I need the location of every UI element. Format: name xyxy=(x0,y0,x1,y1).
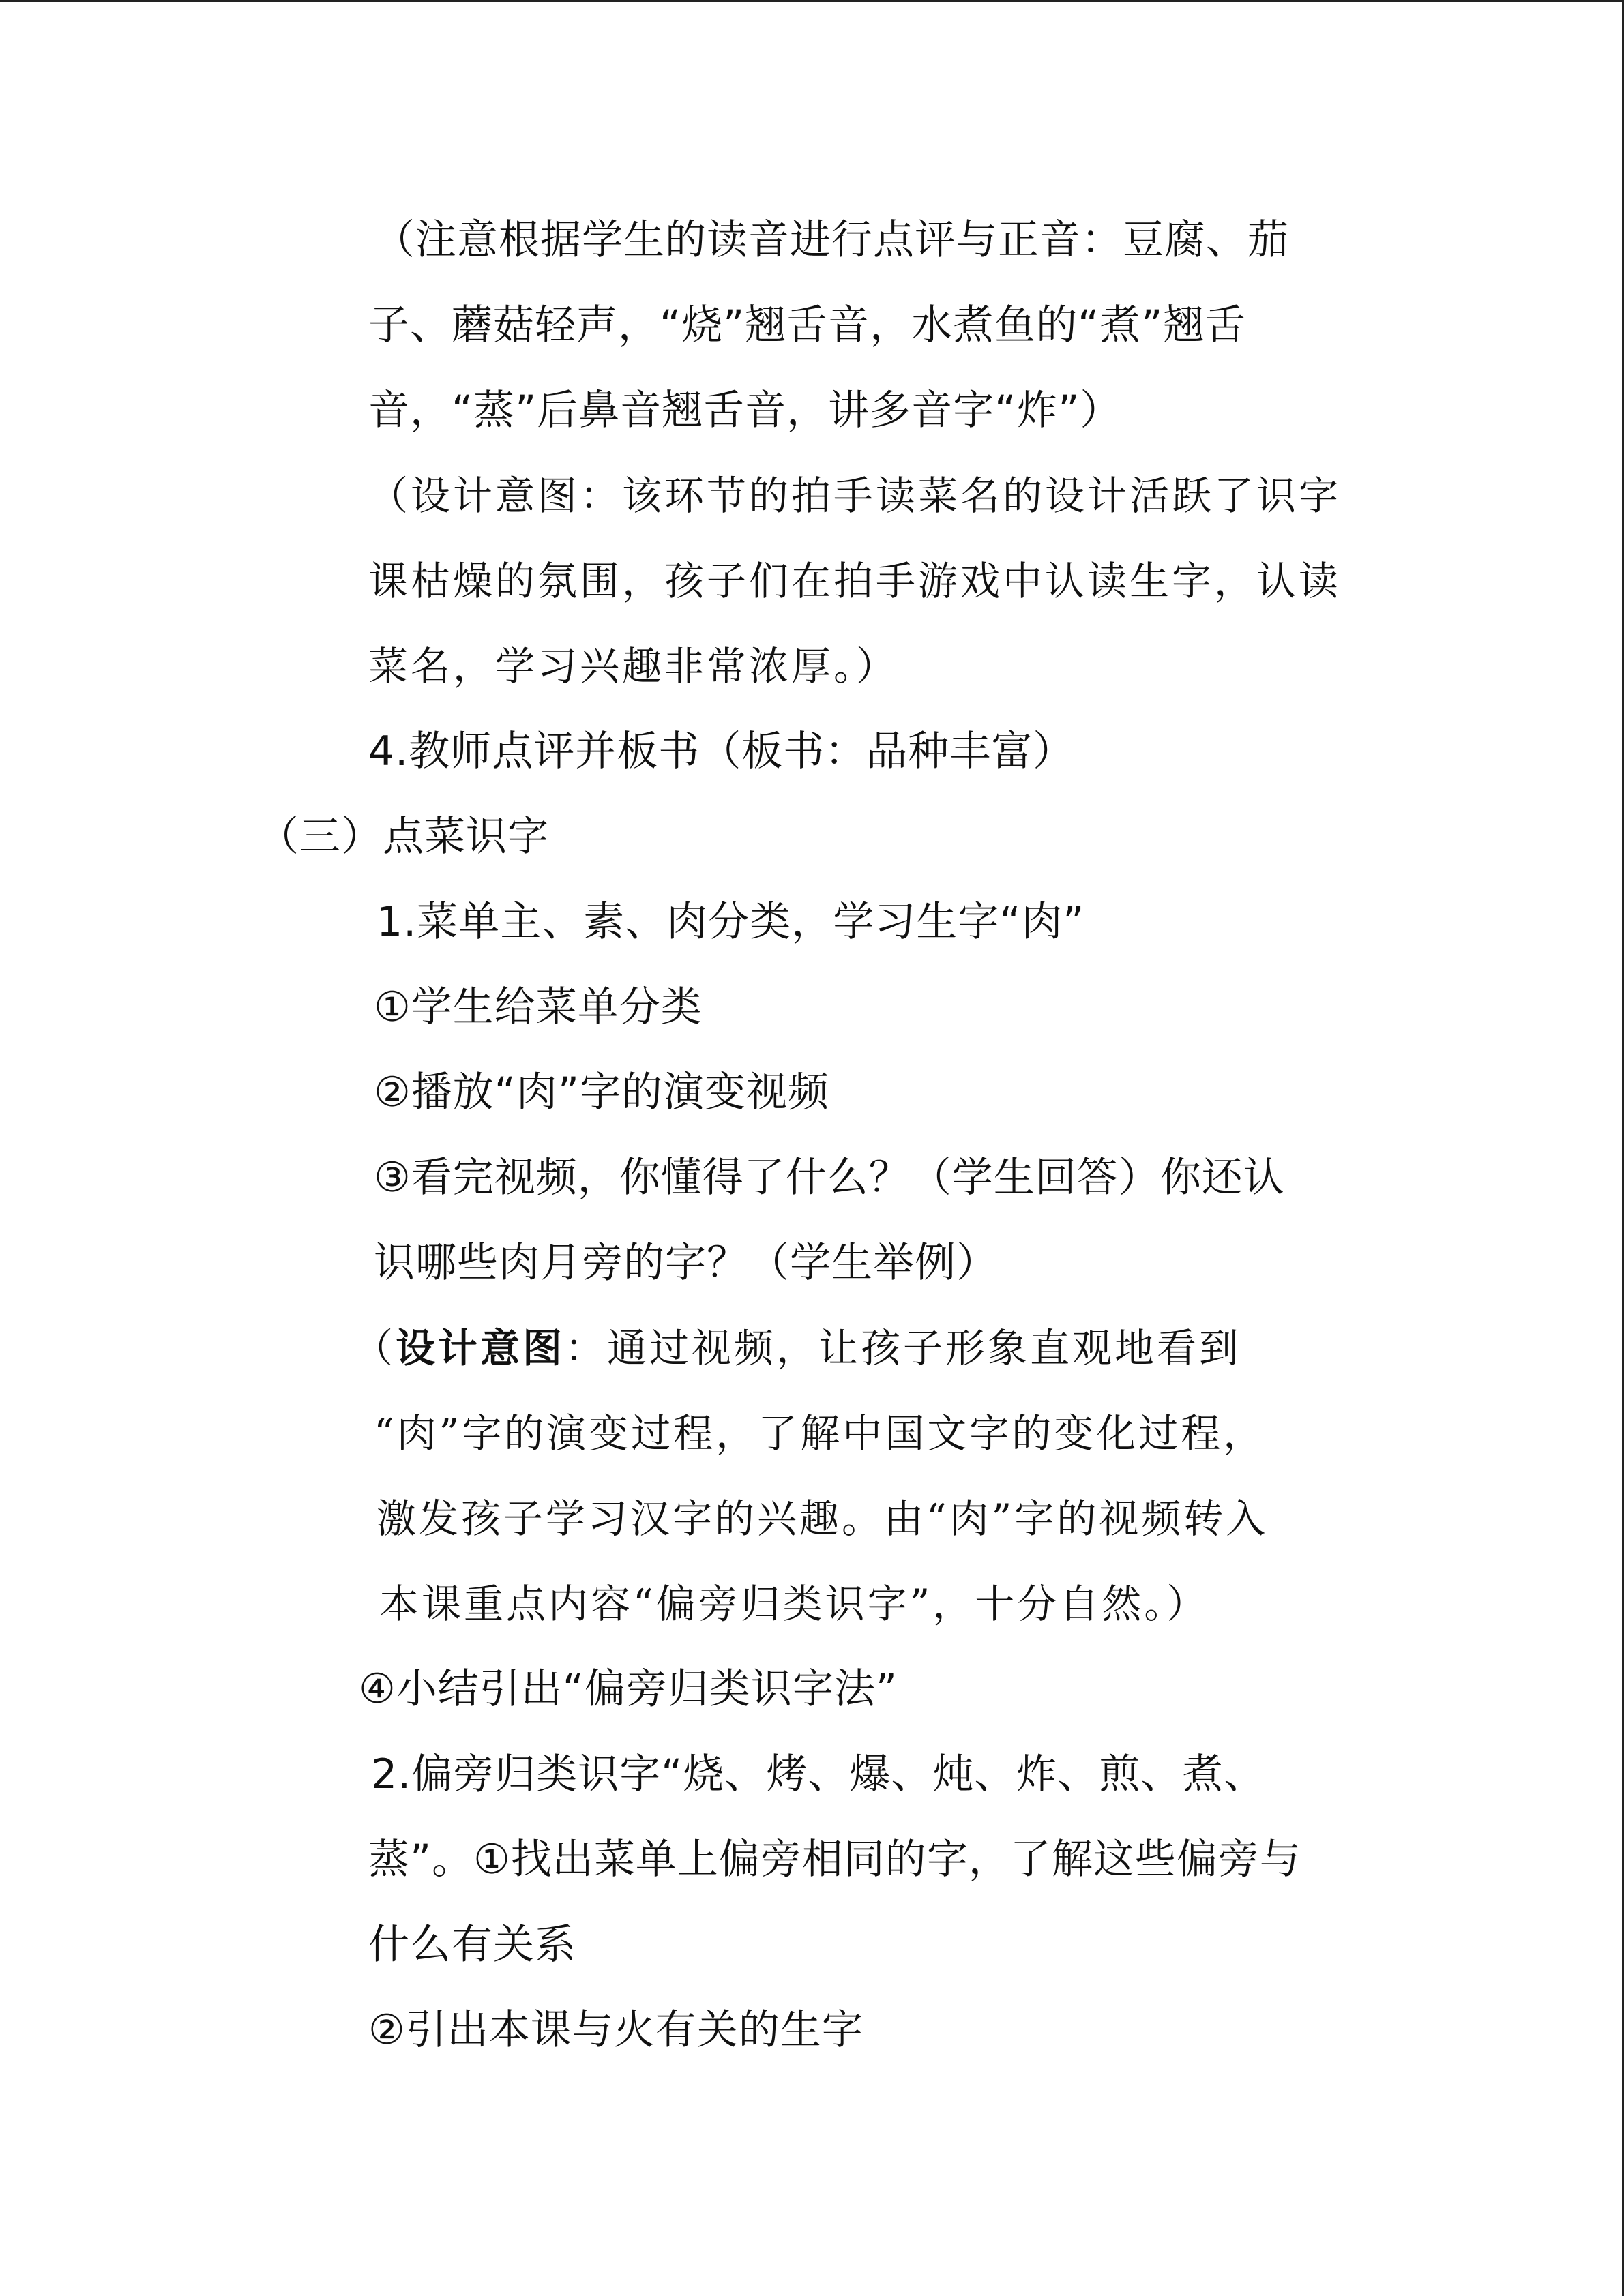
design-intent-2-text: ：通过视频，让孩子形象直观地看到 xyxy=(565,1325,1242,1371)
step-2-line-1: 2.偏旁归类识字“烧、烤、爆、炖、炸、煎、煮、 xyxy=(371,1750,1266,1798)
design-intent-2-line-3: 激发孩子学习汉字的兴趣。由“肉”字的视频转入 xyxy=(377,1495,1269,1542)
design-intent-line-2: 课枯燥的氛围，孩子们在拍手游戏中认读生字，认读 xyxy=(368,558,1342,604)
page-border-top xyxy=(0,0,1624,2)
design-intent-2-label: 设计意图 xyxy=(396,1325,565,1371)
sub-step-2-line: ②播放“肉”字的演变视频 xyxy=(374,1069,829,1116)
sub-step-1-line: ①学生给菜单分类 xyxy=(374,983,703,1031)
step-2-line-3: 什么有关系 xyxy=(368,1921,576,1969)
step-4-line: 4.教师点评并板书（板书：品种丰富） xyxy=(368,728,1075,775)
design-intent-2-line-2: “肉”字的演变过程，了解中国文字的变化过程， xyxy=(374,1410,1266,1457)
sub-step-3-line-2: 识哪些肉月旁的字？（学生举例） xyxy=(374,1239,998,1287)
note-line-3: 音，“蒸”后鼻音翘舌音，讲多音字“炸”） xyxy=(368,387,1122,434)
design-intent-2-line-4: 本课重点内容“偏旁归类识字”，十分自然。） xyxy=(379,1581,1209,1627)
section-heading: （三）点菜识字 xyxy=(258,813,549,861)
step-1-line: 1.菜单主、素、肉分类，学习生字“肉” xyxy=(377,898,1085,946)
design-intent-2-line-1 xyxy=(353,1321,1241,1375)
note-line-2: 子、蘑菇轻声，“烧”翘舌音，水煮鱼的“煮”翘舌 xyxy=(368,301,1247,349)
design-intent-line-1: （设计意图：该环节的拍手读菜名的设计活跃了识字 xyxy=(368,473,1342,519)
step-2-line-2: 蒸”。①找出菜单上偏旁相同的字，了解这些偏旁与 xyxy=(368,1836,1301,1883)
design-intent-2-lead: （ xyxy=(353,1325,396,1371)
sub-step-3-line-1: ③看完视频，你懂得了什么？（学生回答）你还认 xyxy=(374,1154,1285,1202)
step-2-sub-2-line: ②引出本课与火有关的生字 xyxy=(368,2006,863,2054)
design-intent-line-3: 菜名，学习兴趣非常浓厚。） xyxy=(368,643,899,689)
sub-step-4-line: ④小结引出“偏旁归类识字法” xyxy=(359,1665,898,1713)
note-line-1: （注意根据学生的读音进行点评与正音：豆腐、茄 xyxy=(374,216,1289,264)
